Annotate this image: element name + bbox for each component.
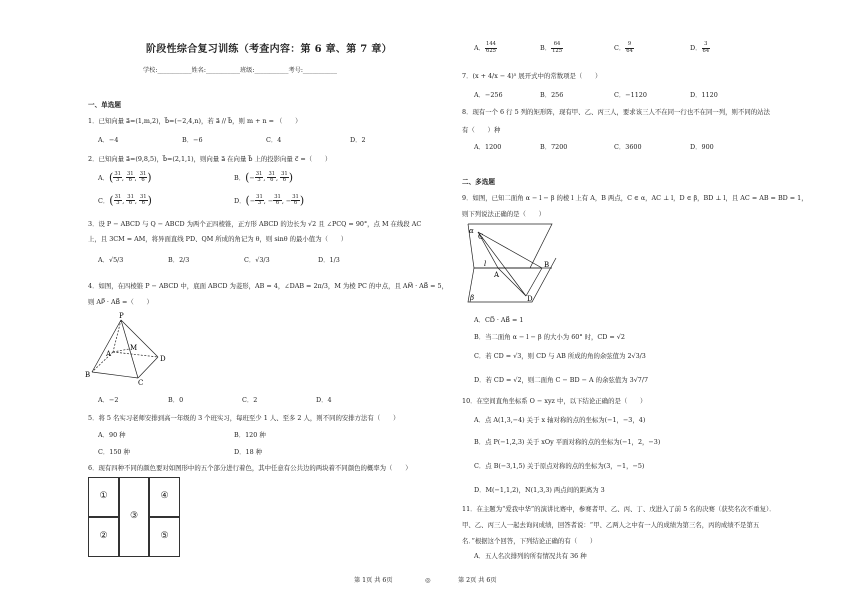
question-3-line-1: 3．设 P − ABCD 与 Q − ABCD 为两个正四棱锥，正方形 ABCD 的边长为 √2 且 ∠PCQ = 90°，点 M 在线段 AC bbox=[88, 220, 422, 228]
q1-option-c: C．4 bbox=[266, 136, 282, 144]
page-number-right: 第 2页 共 6页 bbox=[458, 577, 497, 584]
q3-option-d: D．1/3 bbox=[318, 256, 340, 264]
q9-option-a: A．CD⃗ · AB⃗ = 1 bbox=[474, 316, 524, 324]
question-6: 6．现有四种不同的颜色要对如图形中的五个部分进行着色，其中任意有公共边的两块着不同颜色的概率为（ ） bbox=[88, 464, 412, 472]
question-5: 5．将 5 名实习老师安排到高一年级的 3 个班实习，每班至少 1 人、至多 2 人，则不同的安排方法有（ ） bbox=[88, 414, 400, 422]
q4-option-c: C．2 bbox=[242, 396, 258, 404]
q2-option-b: B．(− $\frac{31}{3}$ , $\frac{31}{6}$ , $\frac{31}{6}$ ) bbox=[234, 170, 294, 184]
q8-option-c: C．3600 bbox=[614, 143, 642, 151]
section-title-single-choice: 一、单选题 bbox=[88, 101, 121, 109]
q6-option-b: B． $\frac{64}{125}$ bbox=[540, 41, 562, 54]
question-4-line-2: 则 AP⃗ · AB⃗ =（ ） bbox=[88, 298, 153, 306]
label-m: M bbox=[130, 344, 138, 352]
q8-option-d: D．900 bbox=[690, 143, 714, 151]
q11-option-a: A．五人名次排列的所有情况共有 36 种 bbox=[474, 552, 587, 560]
q2-option-a: A．( $\frac{31}{3}$ , $\frac{31}{6}$ , $\frac{31}{6}$ ) bbox=[98, 170, 152, 184]
label-beta: β bbox=[470, 294, 475, 302]
question-3-line-2: 上，且 3CM = AM，将异面直线 PD、QM 所成的角记为 θ，则 sinθ 的最小值为（ ） bbox=[88, 235, 348, 243]
dihedral-angle-figure bbox=[464, 222, 560, 304]
page-number-left: 第 1页 共 6页 bbox=[354, 577, 393, 584]
label-alpha: α bbox=[469, 227, 474, 235]
question-9-line-1: 9．如图，已知二面角 α − l − β 的棱 l 上有 A，B 两点，C ∈ α，AC ⊥ l，D ∈ β，BD ⊥ l，且 AC = AB = BD = 1， bbox=[462, 194, 808, 202]
question-8-line-2: 有（ ）种 bbox=[462, 126, 501, 134]
question-11-line-3: 名．”根据这个回答，下列结论正确的有（ ） bbox=[462, 537, 597, 545]
q3-option-a: A．√5/3 bbox=[98, 256, 124, 264]
q8-option-a: A．1200 bbox=[474, 143, 502, 151]
q7-option-b: B．256 bbox=[540, 91, 564, 99]
binding-mark-icon: ◎ bbox=[425, 577, 431, 584]
label-c: C bbox=[138, 379, 144, 387]
q7-option-c: C．−1120 bbox=[614, 91, 647, 99]
label-p: P bbox=[119, 312, 124, 320]
label-a: A bbox=[106, 350, 112, 358]
q1-option-a: A．−4 bbox=[98, 136, 119, 144]
q4-option-a: A．−2 bbox=[98, 396, 119, 404]
student-info-line: 学校:___________姓名:___________班级:___________考号:___________ bbox=[143, 67, 337, 74]
q5-option-a: A．90 种 bbox=[98, 431, 126, 439]
question-7: 7．(x + 4/x − 4)⁵ 展开式中的常数项是（ ） bbox=[462, 72, 602, 80]
q10-option-a: A．点 A(1,3,−4) 关于 x 轴对称的点的坐标为(−1，−3，4) bbox=[474, 416, 646, 424]
q5-option-d: D．18 种 bbox=[234, 448, 263, 456]
q8-option-b: B．7200 bbox=[540, 143, 568, 151]
section-title-multi-choice: 二、多选题 bbox=[462, 178, 495, 186]
question-11-line-1: 11．在主题为“爱我中华”的演讲比赛中，参赛者甲、乙、丙、丁、戊进入了前 5 名的决赛（获奖名次不重复）． bbox=[462, 505, 776, 513]
pyramid-figure bbox=[85, 312, 178, 388]
q1-option-d: D．2 bbox=[350, 136, 366, 144]
region-1: ① bbox=[88, 477, 119, 517]
q6-option-d: D． $\frac{3}{64}$ bbox=[690, 41, 710, 54]
q9-option-b: B．当二面角 α − l − β 的大小为 60° 时，CD = √2 bbox=[474, 333, 625, 341]
q2-option-c: C．( $\frac{31}{3}$ , $\frac{31}{6}$ , $\frac{31}{6}$ ) bbox=[98, 193, 152, 207]
region-4: ④ bbox=[149, 477, 180, 517]
q7-option-d: D．1120 bbox=[690, 91, 718, 99]
label-b: B bbox=[544, 261, 550, 269]
q4-option-b: B．0 bbox=[168, 396, 184, 404]
question-4-line-1: 4．如图，在四棱锥 P − ABCD 中，底面 ABCD 为菱形，AB = 4，∠DAB = 2π/3，M 为棱 PC 的中点，且 AM⃗ · AB⃗ = 5， bbox=[88, 282, 449, 290]
q10-option-d: D．M(−1,1,2)，N(1,3,3) 两点间的距离为 3 bbox=[474, 486, 605, 494]
label-d: D bbox=[527, 295, 533, 303]
q3-option-b: B．2/3 bbox=[168, 256, 190, 264]
q10-option-c: C．点 B(−3,1,5) 关于原点对称的点的坐标为(3，−1，−5) bbox=[474, 462, 645, 470]
region-5: ⑤ bbox=[149, 517, 180, 557]
page-title: 阶段性综合复习训练（考查内容：第 6 章、第 7 章） bbox=[146, 44, 392, 55]
q9-option-d: D．若 CD = √2，则二面角 C − BD − A 的余弦值为 3√7/7 bbox=[474, 376, 649, 384]
question-8-line-1: 8．现有一个 6 行 5 列的矩形阵，现有甲、乙、丙三人，要求该三人不在同一行也不在同一列，则不同的站法 bbox=[462, 108, 770, 116]
label-l: l bbox=[484, 260, 487, 268]
question-2: 2．已知向量 a⃗=(9,8,5)，b⃗=(2,1,1)，则向量 a⃗ 在向量 b⃗ 上的投影向量 c⃗ =（ ） bbox=[88, 155, 332, 163]
q4-option-d: D．4 bbox=[316, 396, 332, 404]
region-2: ② bbox=[88, 517, 119, 557]
q3-option-c: C．√3/3 bbox=[244, 256, 270, 264]
question-11-line-2: 甲、乙、丙三人一起去询问成绩，回答者说：“甲、乙两人之中有一人的成绩为第三名，丙的成绩不是第五 bbox=[462, 521, 760, 529]
question-9-line-2: 则下列说法正确的是（ ） bbox=[462, 210, 546, 218]
q10-option-b: B．点 P(−1,2,3) 关于 xOy 平面对称的点的坐标为(−1，2，−3) bbox=[474, 438, 661, 446]
q5-option-c: C．150 种 bbox=[98, 448, 130, 456]
q6-option-a: A． $\frac{144}{625}$ bbox=[474, 41, 496, 54]
question-10: 10．在空间直角坐标系 O − xyz 中，以下结论正确的是（ ） bbox=[462, 397, 647, 405]
region-3: ③ bbox=[119, 477, 149, 557]
coloring-figure bbox=[88, 477, 180, 557]
label-a: A bbox=[494, 271, 500, 279]
question-1: 1．已知向量 a⃗=(1,m,2)，b⃗=(−2,4,n)，若 a⃗ // b⃗，则 m + n = （ ） bbox=[88, 117, 302, 125]
q6-option-c: C． $\frac{9}{64}$ bbox=[614, 41, 633, 54]
q1-option-b: B．−6 bbox=[182, 136, 203, 144]
q9-option-c: C．若 CD = √3，则 CD 与 AB 所成的角的余弦值为 2√3/3 bbox=[474, 352, 646, 360]
q5-option-b: B．120 种 bbox=[234, 431, 266, 439]
q7-option-a: A．−256 bbox=[474, 91, 503, 99]
q2-option-d: D．(− $\frac{31}{3}$ , − $\frac{31}{6}$ , − $\frac{31}{6}$ ) bbox=[234, 193, 305, 207]
label-d: D bbox=[160, 355, 166, 363]
label-b: B bbox=[85, 371, 91, 379]
label-c: C bbox=[478, 233, 484, 241]
